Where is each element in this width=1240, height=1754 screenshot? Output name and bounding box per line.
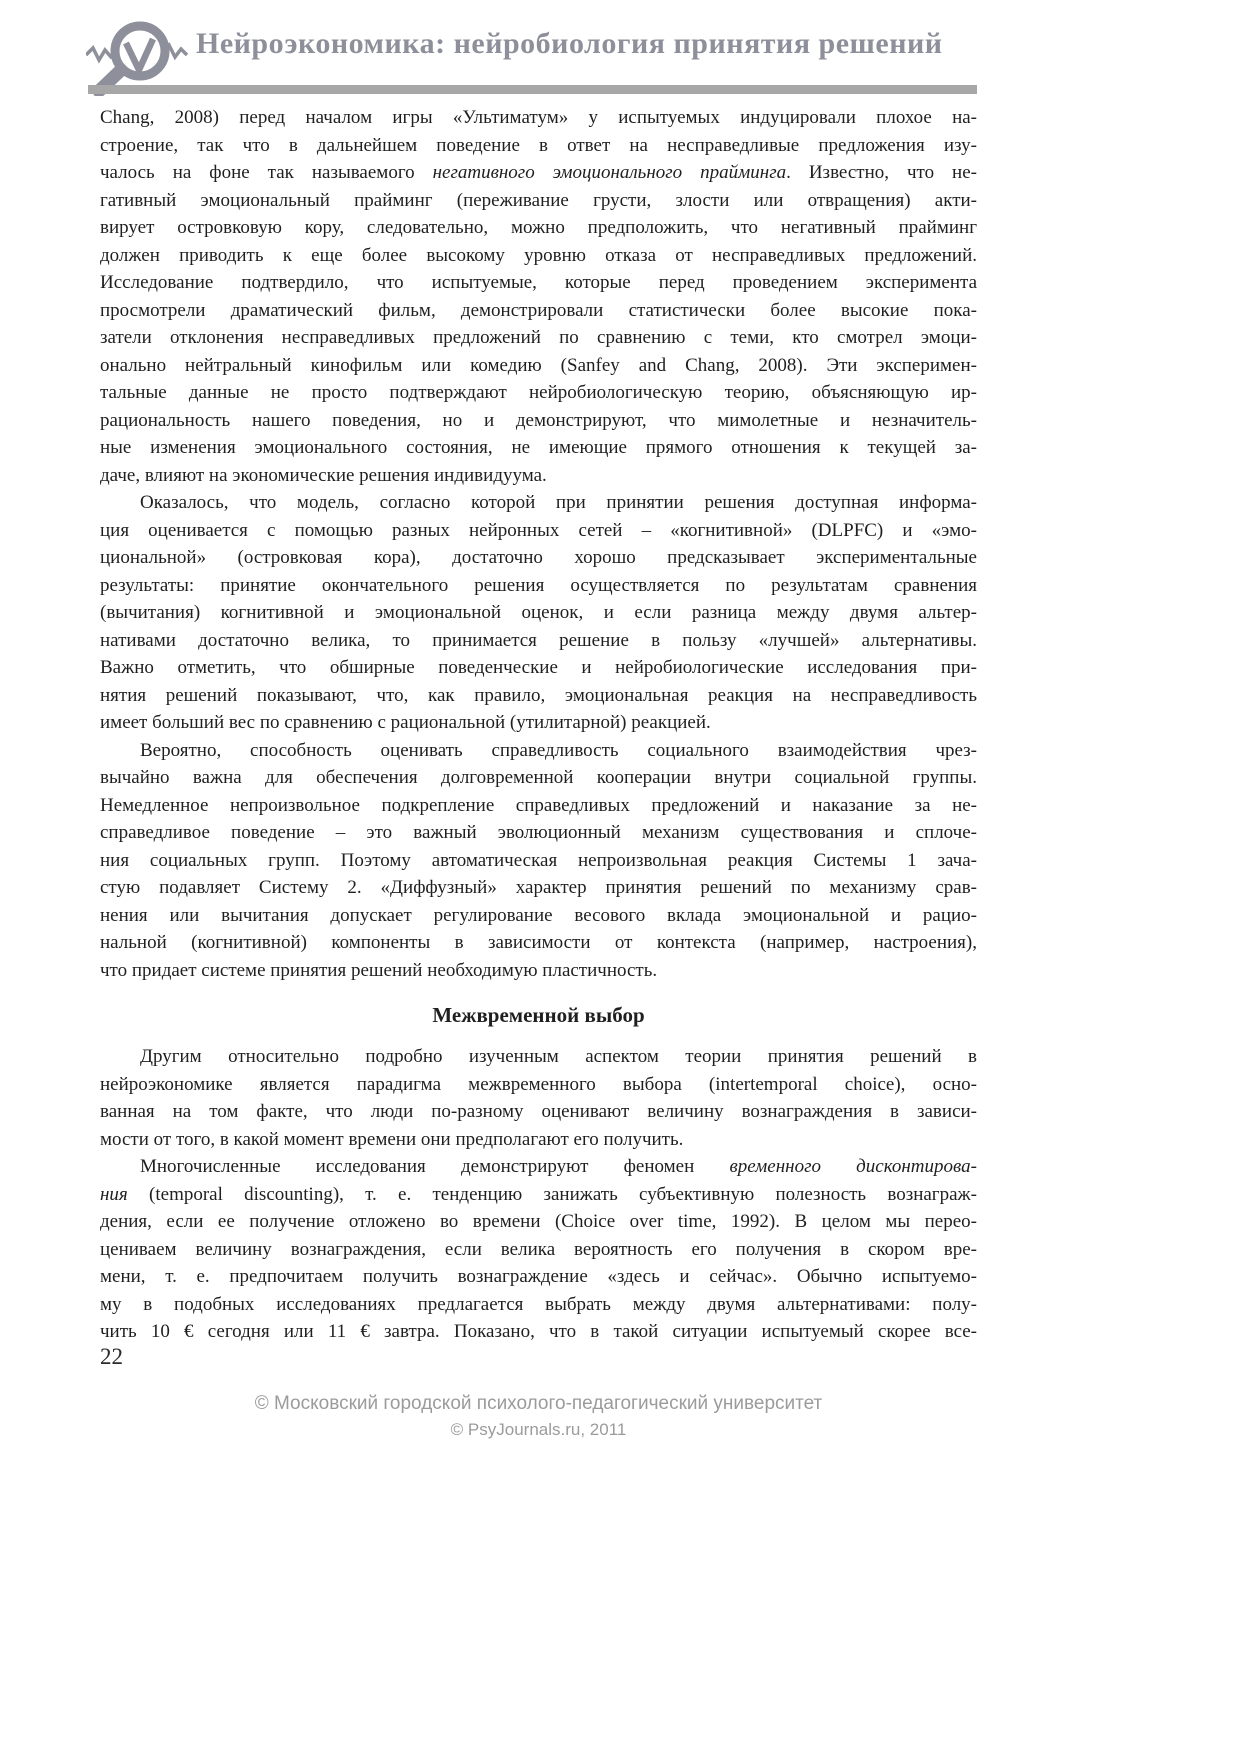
text-line: онально нейтральный кинофильм или комедию (Sanfey and Chang, 2008). Эти эксперимен-: [100, 354, 977, 376]
text-line: нятия решений показывают, что, как правило, эмоциональная реакция на несправедливость: [100, 684, 977, 706]
text-line: чить 10 € сегодня или 11 € завтра. Показано, что в такой ситуации испытуемый скорее все-: [100, 1321, 977, 1342]
paragraph: [100, 489, 977, 737]
text-line: Важно отметить, что обширные поведенческие и нейробиологические исследования при-: [100, 657, 977, 678]
text-line: имеет больший вес по сравнению с рациональной (утилитарной) реакцией.: [100, 712, 711, 733]
text-line: результаты: принятие окончательного решения осуществляется по результатам сравнения: [100, 574, 977, 596]
text-line: нейроэкономике является парадигма межвременного выбора (intertemporal choice), осно-: [100, 1073, 977, 1095]
text-line: цениваем величину вознаграждения, если велика вероятность его получения в скором вре-: [100, 1238, 977, 1260]
text-line: гативный эмоциональный прайминг (переживание грусти, злости или отвращения) акти-: [100, 189, 977, 211]
paragraph: [100, 737, 977, 985]
text-line: даче, влияют на экономические решения индивидуума.: [100, 464, 547, 486]
section-heading: Межвременной выбор: [432, 1003, 645, 1027]
text-line: мости от того, в какой момент времени они предполагают его получить.: [100, 1128, 684, 1150]
running-head-title: Нейроэкономика: нейробиология принятия решений: [196, 27, 943, 60]
text-line: (вычитания) когнитивной и эмоциональной оценок, и если разница между двумя альтер-: [100, 602, 977, 623]
text-line: вычайно важна для обеспечения долговременной кооперации внутри социальной группы.: [100, 767, 977, 788]
text-line: Вероятно, способность оценивать справедливость социального взаимодействия чрез-: [140, 739, 977, 761]
text-line: должен приводить к еще более высокому уровню отказа от несправедливых предложений.: [100, 244, 977, 266]
paragraph: [100, 104, 977, 489]
text-line: Оказалось, что модель, согласно которой при принятии решения доступная информа-: [140, 492, 977, 513]
text-line: Исследование подтвердило, что испытуемые, которые перед проведением эксперимента: [100, 272, 977, 293]
psyjournals-logo: [86, 12, 192, 96]
text-line: вирует островковую кору, следовательно, можно предположить, что негативный прайминг: [100, 217, 977, 238]
text-line: затели отклонения несправедливых предложений по сравнению с теми, кто смотрел эмоци-: [100, 327, 977, 348]
text-line: ванная на том факте, что люди по-разному оценивают величину вознаграждения в зависи-: [100, 1101, 977, 1122]
copyright-university: © Московский городской психолого-педагогический университет: [254, 1393, 823, 1414]
text-line: дения, если ее получение отложено во времени (Choice over time, 1992). В целом мы перео-: [100, 1211, 977, 1232]
text-line: просмотрели драматический фильм, демонстрировали статистически более высокие пока-: [100, 299, 977, 321]
page-number: 22: [100, 1344, 123, 1369]
text-line: циональной» (островковая кора), достаточно хорошо предсказывает экспериментальные: [100, 547, 977, 568]
text-line: ные изменения эмоционального состояния, не имеющие прямого отношения к текущей за-: [100, 437, 977, 458]
copyright-psyjournals: © PsyJournals.ru, 2011: [450, 1420, 627, 1439]
text-line: рациональность нашего поведения, но и демонстрируют, что мимолетные и незначитель-: [100, 409, 977, 431]
text-line: тальные данные не просто подтверждают нейробиологическую теорию, объясняющую ир-: [100, 382, 977, 403]
text-line: ния социальных групп. Поэтому автоматическая непроизвольная реакция Системы 1 зача-: [100, 849, 977, 871]
text-line: ния (temporal discounting), т. е. тенденцию занижать субъективную полезность вознаграж-: [100, 1183, 977, 1205]
text-line: ция оценивается с помощью разных нейронных сетей – «когнитивной» (DLPFC) и «эмо-: [100, 519, 977, 541]
text-line: Многочисленные исследования демонстрируют феномен временного дисконтирова-: [140, 1156, 977, 1177]
text-line: му в подобных исследованиях предлагается выбрать между двумя альтернативами: полу-: [100, 1293, 977, 1315]
text-line: справедливое поведение – это важный эволюционный механизм существования и сплоче-: [100, 822, 977, 843]
text-column: [100, 104, 977, 1346]
text-line: стую подавляет Систему 2. «Диффузный» характер принятия решений по механизму срав-: [100, 877, 977, 898]
header-rule: [88, 85, 977, 94]
text-line: Немедленное непроизвольное подкрепление справедливых предложений и наказание за не-: [100, 794, 977, 816]
page-footer: [100, 1392, 977, 1441]
text-line: Chang, 2008) перед началом игры «Ультиматум» у испытуемых индуцировали плохое на-: [100, 107, 977, 128]
text-line: нальной (когнитивной) компоненты в зависимости от контекста (например, настроения),: [100, 932, 977, 953]
text-line: нативами достаточно велика, то принимается решение в пользу «лучшей» альтернативы.: [100, 629, 977, 651]
text-line: строение, так что в дальнейшем поведение в ответ на несправедливые предложения изу-: [100, 134, 977, 156]
paragraph: [100, 1153, 977, 1346]
text-line: что придает системе принятия решений необходимую пластичность.: [100, 959, 658, 981]
paragraph: [100, 1043, 977, 1153]
text-line: Другим относительно подробно изученным аспектом теории принятия решений в: [140, 1046, 977, 1067]
text-line: мени, т. е. предпочитаем получить вознаграждение «здесь и сейчас». Обычно испытуемо-: [100, 1266, 977, 1287]
magnifier-waveform-icon: [86, 12, 192, 96]
text-line: нения или вычитания допускает регулирование весового вклада эмоциональной и рацио-: [100, 904, 977, 926]
text-line: чалось на фоне так называемого негативного эмоционального прайминга. Известно, что не-: [100, 162, 977, 183]
